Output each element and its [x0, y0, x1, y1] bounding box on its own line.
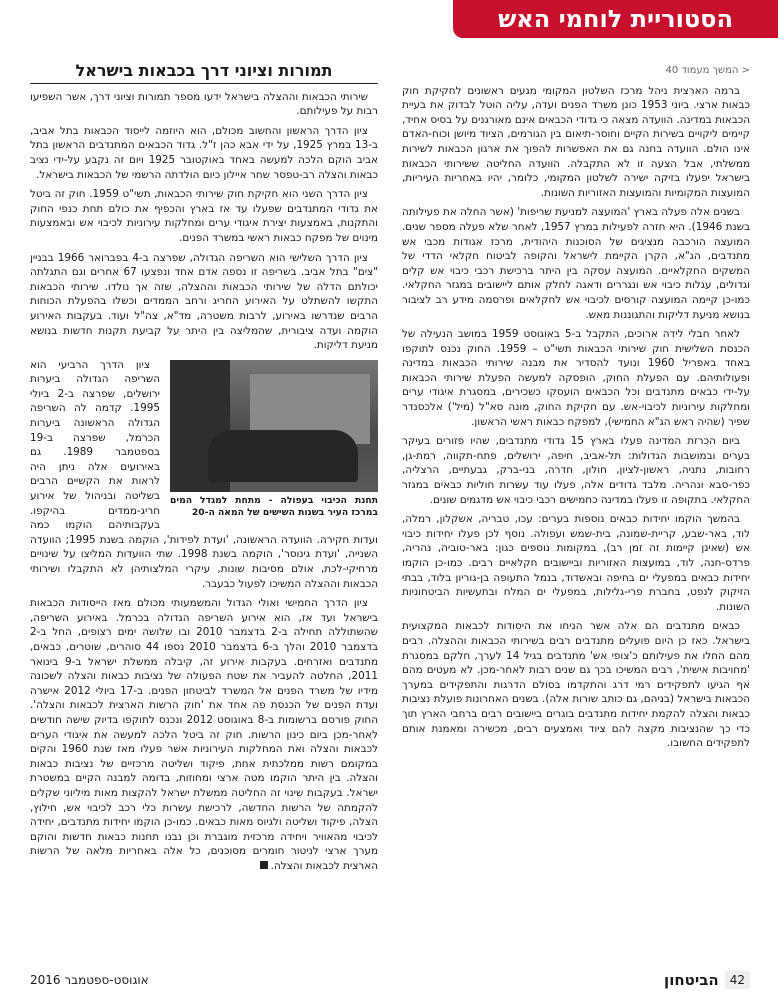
paragraph: ביום הכרזת המדינה פעלו בארץ 15 גדודי מתנדבים, שהיו פזורים בעיקר בערים ובמושבות הגדולות: תל-אביב, חיפה, ירושלים, פתח-תקווה, רמת-גן, רחובות, נתניה, ראשון-לציון, חולון, חדרה, בני-ברק, גבעתיים, הרצליה, כפר-סבא ונהריה. מלבד גדודים אלה, פעלו עוד עשרות חוליות כבאים במגזר החקלאי. בתקופה זו פעלו במדינה כחמישים רכבי כיבוי אש מדגמים שונים. [402, 435, 750, 506]
paragraph: שירותי הכבאות וההצלה בישראל ידעו מספר תמורות וציוני דרך, אשר השפיעו רבות על פעילותם. [30, 90, 378, 118]
issue-date: אוגוסט-ספטמבר 2016 [30, 973, 149, 987]
page-number: 42 [725, 971, 750, 989]
left-column [30, 64, 378, 957]
photo-figure [170, 360, 378, 519]
paragraph: ציון הדרך הראשון והחשוב מכולם, הוא היוזמה לייסוד הכבאות בתל אביב, ב-13 במרץ 1925, על ידי אבא כהן ז"ל. גדוד הכבאים המתנדבים הראשון בתל אביב הוקם הלכה למעשה באחד באוקטובר 1925 ויום זה נקבע על-ידי נציב כבאות והצלה רב-טפסר שחר איילון כיום הולדתה הרשמי של הכבאות בישראל. [30, 124, 378, 181]
paragraph: בשנים אלה פעלה בארץ 'המועצה למניעת שריפות' (אשר החלה את פעילותה בשנת 1946). היא חזרה לפעילות במרץ 1957, לאחר שלא פעלה מספר שנים. המועצה הורכבה מנציגים של הסוכנות היהודית, מרכז אגודות מכבי אש מתנדבים, הג"א, הקרן הקיימת לישראל והקופה לביטוח חקלאי הדדי של המשקים החקלאיים. המועצה עסקה בין היתר ברכישת רכבי כיבוי אש קלים וגדולים, עגלות כיבוי אש ונגררים ודאגה לחלק אותם ליישובים במגזר החקלאי. כמו-כן קיימה המועצה קורסים לכיבוי אש לחקלאים ופרסמה מידע רב לציבור בנושא מניעת דליקות והתגוננות מאש. [402, 206, 750, 321]
right-column [402, 64, 750, 957]
paragraph: ברמה הארצית ניהל מרכז השלטון המקומי מגעים ראשונים לחקיקת חוק כבאות ארצי. ביוני 1953 כונן משרד הפנים ועדה, עליה הוטל לבדוק את בעיית הכבאות במדינה. הוועדה מצאה כי גדודי הכבאים אינם מאורגנים על בסיס אחיד, קיימים ליקויים בשירות הקיים וחוסר-תיאום בין הגורמים, הציוד מיושן וכוח-האדם אינו הולם. הוועדה בחנה גם את האפשרות להפוך את ארגון הכבאות לשירות ממשלתי, אבל הצעה זו לא התקבלה. הוועדה החליטה ששירותי הכבאות בישראל יפעלו בזיקה ישירה לשלטון המקומי, כלומר, יהיו באחריות העיריות, המועצות המקומיות והמועצות האזוריות השונות. [402, 84, 750, 199]
fire-station-photo [170, 360, 378, 492]
paragraph: ציון הדרך הרביעי הוא השריפה הגדולה ביערות ירושלים, שפרצה ב-2 ביולי 1995. קדמה לה השריפה הגדולה הראשונה ביערות הכרמל, שפרצה ב-19 בספטמבר 1989. גם באירועים אלה ניתן היה לראות את הקשיים הרבים בשליטה ובניהול של אירוע חריג-ממדים בהיקפו. בעקבותיהם הוקמו כמה ועדות חקירה. הוועדה הראשונה, 'ועדת לפידות', הוקמה בשנת 1995; הוועדה השנייה, 'ועדת גינוסר', הוקמה בשנת 1998. שתי הוועדות המליצו על שינויים מרחיקי-לכת, אולם מסיבות שונות, עיקרי המלצותיהן לא התקבלו ושירותי הכבאות וההצלה המשיכו לפעול כבעבר. [30, 358, 378, 590]
end-of-article-icon [260, 861, 268, 869]
paragraph [30, 596, 378, 873]
continued-from-label: < המשך מעמוד 40 [665, 65, 750, 76]
section-banner: הסטוריית לוחמי האש [453, 0, 778, 38]
publication-block [664, 971, 750, 989]
section-title: תמורות וציוני דרך בכבאות בישראל [30, 64, 378, 84]
photo-caption: תחנת הכיבוי בעפולה - מתחת למגדל המים במרכז העיר בשנות השישים של המאה ה-20 [170, 494, 378, 518]
paragraph: לאחר חבלי לידה ארוכים, התקבל ב-5 באוגוסט 1959 במושב הנעילה של הכנסת השלישית חוק שירותי הכבאות תשי"ט – 1959. החוק נכנס לתוקפו באחד באפריל 1960 ונועד להסדיר את מבנה שירותי הכבאות במדינה ופעולותיהם. עם הפעלת החוק, הופסקה למעשה הפעלת שירותי הכבאות על-ידי כבאים מתנדבים וכל הכבאים הועסקו כשכירים, במסגרת איגודי ערים ומחלקות עירוניות לכיבוי-אש. עם חקיקת החוק, מונה סא"ל (מיל') אלכסנדר שפיר (שהיה ראש הג"א החמישי), למפקח כבאות ראשי הראשון. [402, 328, 750, 428]
publication-name: הביטחון [664, 971, 719, 989]
page-footer [30, 968, 750, 992]
paragraph: ציון הדרך השלישי הוא השריפה הגדולה, שפרצה ב-4 בפברואר 1966 בבניין "צים" בתל אביב. בשריפה זו נספה אדם אחד ונפצעו 67 אחרים וגם התגלתה יכולתם הדלה של שירותי הכבאות וההצלה, שזה אך נולדו. שירותי הכבאות התקשו להשתלט על האירוע החריג ורחב הממדים וכשלו בהפעלת הכוחות הרבים שנדרשו באירוע, לרבות משטרה, מד"א, צה"ל ועוד. בעקבות האירוע הוקמה ועדה ציבורית, שהמליצה בין היתר על קביעת תקנות חדשות בנושא מניעת דליקות. [30, 251, 378, 352]
paragraph: ציון הדרך השני הוא חקיקת חוק שירותי הכבאות, תשי"ט 1959. חוק זה ביטל את גדודי המתנדבים שפעלו עד אז בארץ והכפיף את כולם תחת כנפי החוק והתקנות, באמצעות יצירת איגודי ערים ומחלקות עירוניות לכיבוי אש ובאמצעות מינוים של מפקח כבאות ראשי במשרד הפנים. [30, 188, 378, 244]
paragraph: בהמשך הוקמו יחידות כבאים נוספות בערים: עכו, טבריה, אשקלון, רמלה, לוד, באר-שבע, קריית-שמונה, בית-שמש ועפולה. נוסף לכן פעלו יחידות כיבוי אש (שאינן קיימות זה זמן רב), במקומות נוספים כגון: באר-טוביה, נהריה, פרדס-חנה, לוד, במועצות האזוריות וביישובים חקלאיים רבים. כמו-כן הוקמו יחידות כבאים במפעלי ים בחיפה ובאשדוד, בנמל התעופה בן-גוריון בלוד, בבתי הזיקוק לנפט, בחברת פרי-גלילות, במפעלי ים המלח ובתעשיות הביטחוניות השונות. [402, 513, 750, 613]
paragraph-text: ציון הדרך החמישי ואולי הגדול והמשמעותי מכולם מאז הייסודות הכבאות בישראל ועד אז, הוא אירוע השריפה הגדולה בכרמל. באירוע השריפה, שהשתוללה תחילה ב-2 בדצמבר 2010 ובו שלושה ימים רצופים, החל ב-2 בדצמבר 2010 והלך ב-6 בדצמבר 2010 נספו 44 סוהרים, שוטרים, כבאים, מתנדבים ואזרחים. בעקבות אירוע זה, קיבלה ממשלת ישראל ב-9 בינואר 2011, החלטה להעביר את שטח הפעולה של נציבות כבאות והצלה לשכונה מידיו של משרד הפנים אל המשרד לביטחון הפנים. ב-17 ביולי 2012 אישרה ועדת הפנים של הכנסת פה אחד את 'חוק הרשות הארצית לכבאות והצלה'. החוק פורסם ברשומות ב-8 באוגוסט 2012 ונכנס לתוקפו בדיוק שישה חודשים לאחר-מכן ביום כינון הרשות. חוק זה ביטל הלכה למעשה את איגודי הערים לכבאות והצלה ואת המחלקות העירוניות אשר פעלו מאז שנת 1960 והקים במקומם רשות ממלכתית אחת, פיקוד ושליטה מרכזיים של נציבות כבאות והצלה. בין היתר הוקמו מטה ארצי ומחוזות, בדומה למבנה הקיים במשטרת ישראל. בעקבות שינוי זה החליטה ממשלת ישראל להקצות מאות מיליוני שקלים להקמתה של הרשות החדשה, לרכישת עשרות כלי רכב לכיבוי אש, חילוץ, הצלה, פיקוד ושליטה ולגיוס מאות כבאים. כמו-כן הוקמו יחידות מתנדבים, יחידה לכיבוי מהאוויר ויחידה מרכזית מוגברת וכן נבנו תחנות כבאות חדשות והוקם מערך ארצי לניטור חומרים מסוכנים, כל אלה באחריות מלאה של הרשות הארצית לכבאות והצלה. [30, 597, 378, 872]
paragraph: כבאים מתנדבים הם אלה אשר הניחו את היסודות לכבאות המקצועית בישראל. כאז כן היום פועלים מתנדבים רבים בשירותי הכבאות וההצלה. רבים מהם החלו את פעילותם כ'צופי אש' מתנדבים בגיל 14 לערך, חלקם במסגרת 'מחויבות אישית', רבים המשיכו בכך גם שנים רבות לאחר-מכן. לא מעטים מהם אף הגיעו לתפקידים רמי דרג והתקדמו בסולם הדרגות והתפקידים במערך הכבאות בישראל (בניהם, גם כותב שורות אלה). בשנים האחרונות פועלת נציבות כבאות והצלה להקמת יחידות מתנדבים בוגרים ביישובים רבים ברחבי הארץ תוך כדי כך שהנציבות מקצה להם ציוד ואמצעים רבים, מכשירה ומאמנת אותם לתפקידים החשובו. [402, 620, 750, 750]
